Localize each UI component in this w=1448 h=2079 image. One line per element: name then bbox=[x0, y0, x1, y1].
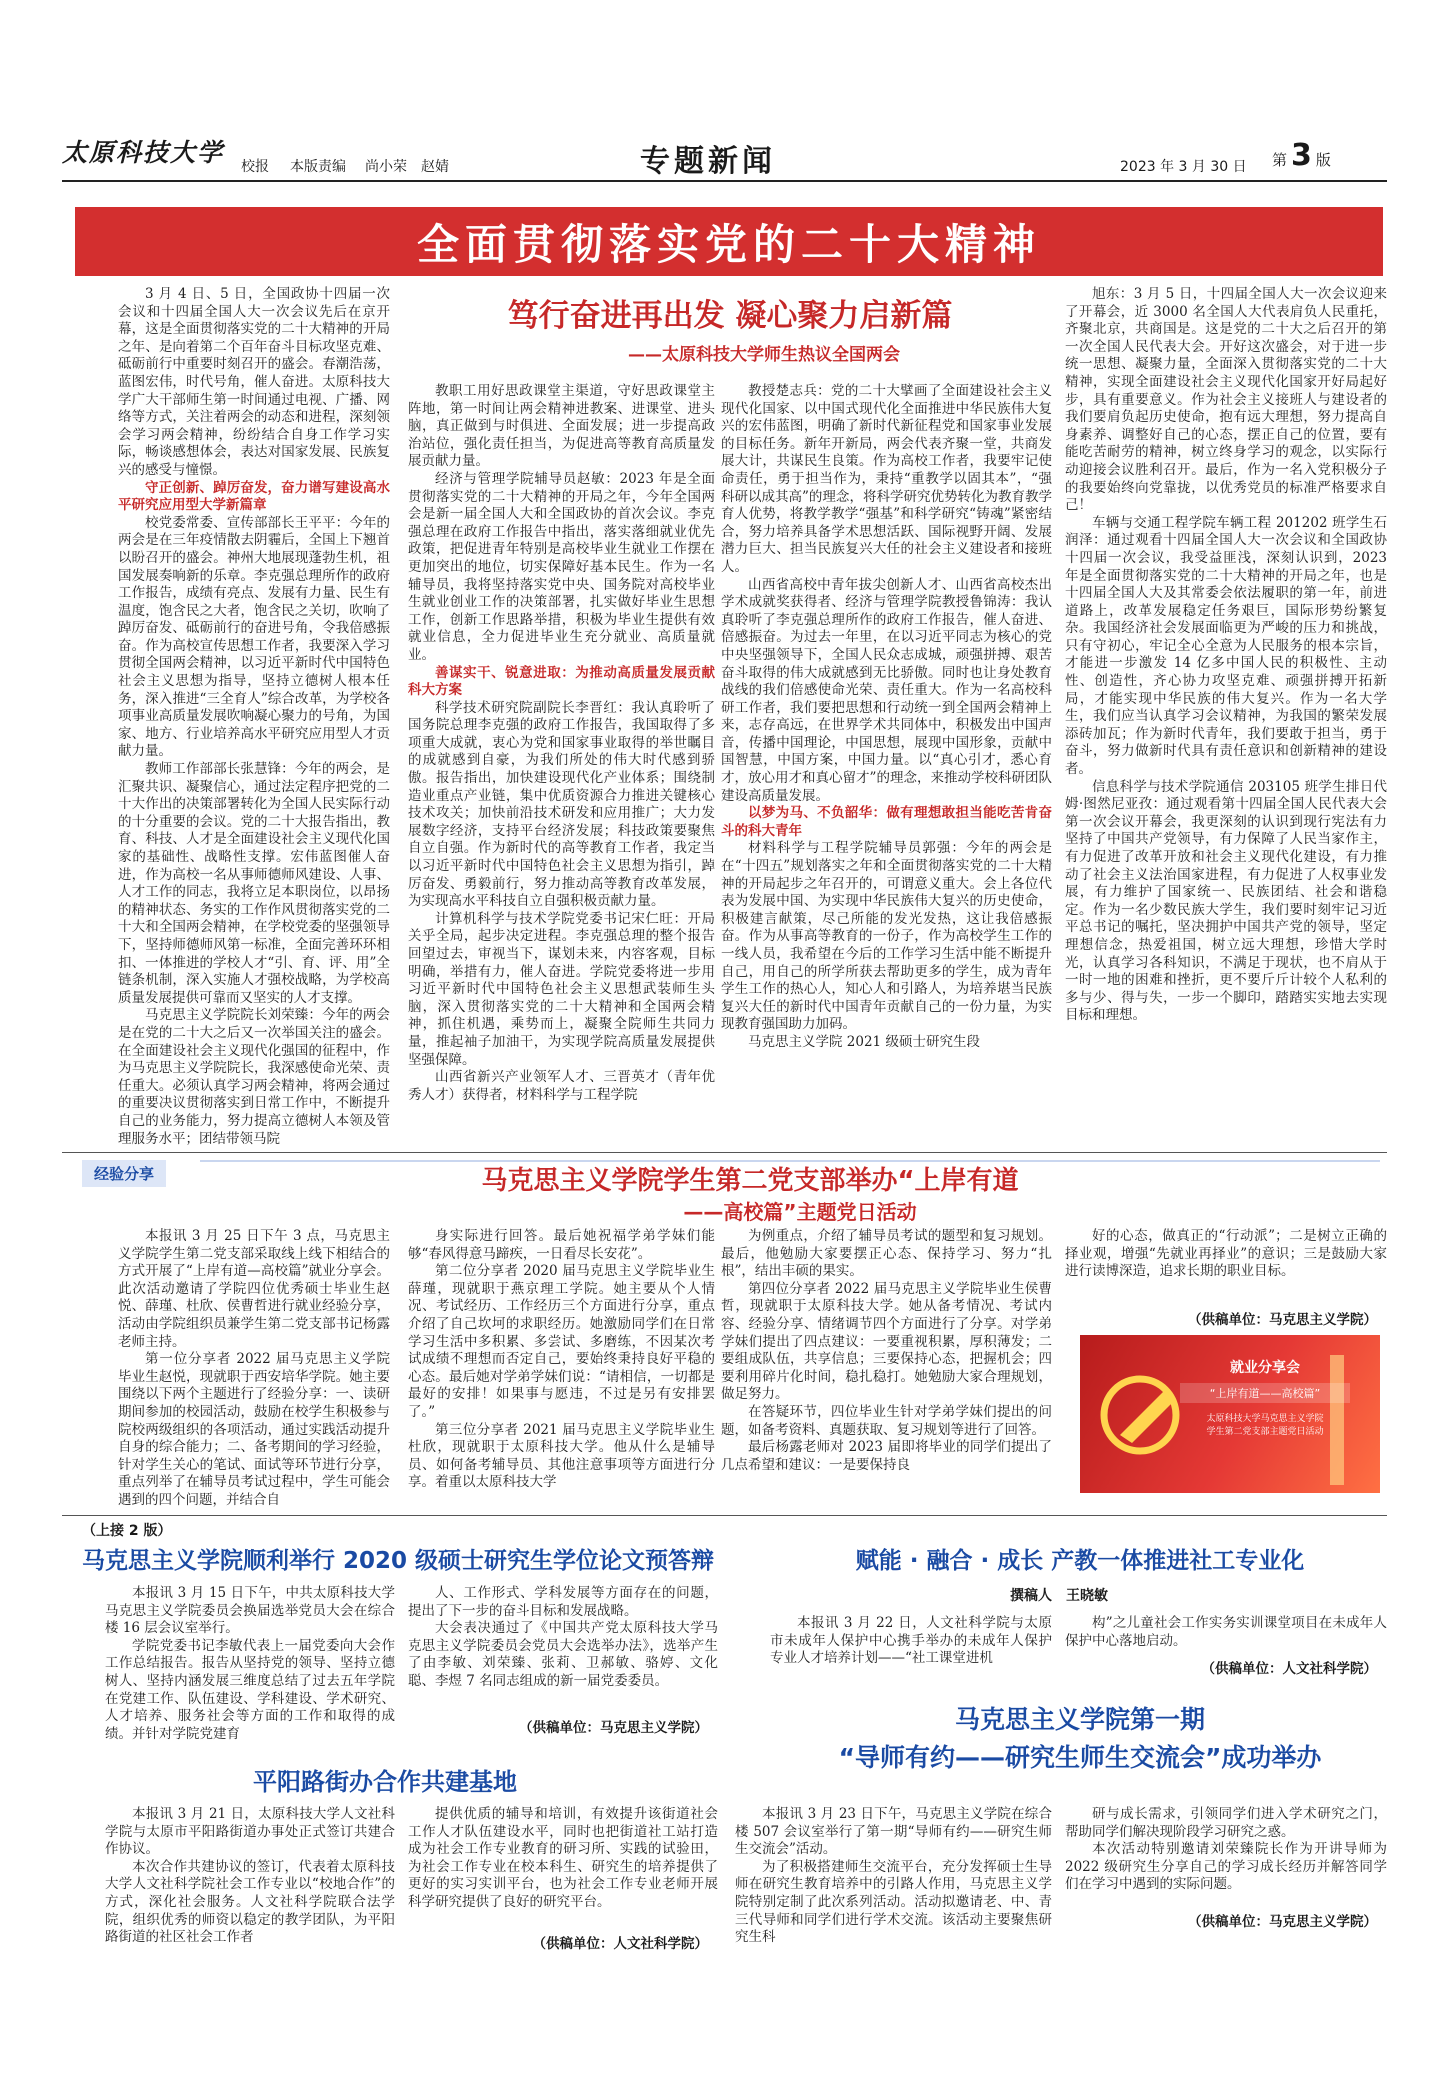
editor-label: 本版责编 bbox=[290, 159, 346, 175]
experience-tag: 经验分享 bbox=[82, 1160, 166, 1187]
lead-paragraph: 车辆与交通工程学院车辆工程 201202 班学生石润泽：通过观看十四届全国人大一次会议和全国政协十四届一次会议，我受益匪浅，深刻认识到，2023 年是全面贯彻落实党的二十大精神的开局之年，也是十四届全国人大及其常委会依法履职的第一年，前进道路上，改革发展稳定任务艰巨，国际形势纷繁复杂。我国经济社会发展面临更为严峻的压力和挑战，只有守初心，牢记全心全意为人民服务的根本宗旨，才能进一步激发 14 亿多中国人民的积极性、主动性、创造性，齐心协力攻坚克难、顽强拼搏开拓新局，才能实现中华民族的伟大复兴。作为一名大学生，我们应当认真学习会议精神，为我国的繁荣发展添砖加瓦；作为新时代青年，我们要敢于担当，勇于奋斗，努力做新时代具有责任意识和创新精神的建设者。 bbox=[1065, 514, 1387, 778]
story3-title: 马克思主义学院顺利举行 2020 级硕士研究生学位论文预答辩 bbox=[82, 1548, 715, 1574]
story5-paragraph: 提供优质的辅导和培训，有效提升该街道社会工作人才队伍建设水平，同时也把街道社工站打造成为社会工作专业教育的研习所、实践的试验田，为社会工作专业在校本科生、研究生的培养提供了更好的实习实训平台，也为社会工作专业老师开展科学研究提供了良好的研究平台。 bbox=[408, 1806, 718, 1910]
story2-paragraph: 身实际进行回答。最后她祝福学弟学妹们能够“春风得意马蹄疾，一日看尽长安花”。 bbox=[408, 1228, 715, 1262]
story2-column-4 bbox=[1065, 1228, 1387, 1300]
lead-paragraph: 科学技术研究院副院长李晋红：我认真聆听了国务院总理李克强的政府工作报告，我国取得了多项重大成就，衷心为党和国家事业取得的举世瞩目的成就感到自豪，为我们所处的伟大时代感到骄傲。报告指出，加快建设现代化产业体系；围绕制造业重点产业链，集中优质资源合力推进关键核心技术攻关；加快前沿技术研发和应用推广；大力发展数字经济，支持平台经济发展；科技政策要聚焦自立自强。作为新时代的高等教育工作者，我定当以习近平新时代中国特色社会主义思想为指引，踔厉奋发、勇毅前行，努力推动高等教育改革发展，为实现高水平科技自立自强积极贡献力量。 bbox=[408, 699, 715, 910]
lead-paragraph: 计算机科学与技术学院党委书记宋仁旺：开局关乎全局，起步决定进程。李克强总理的整个报告回望过去，审视当下，谋划未来，内容客观，目标明确，举措有力，催人奋进。学院党委将进一步用习近平新时代中国特色社会主义思想武装师生头脑，深入贯彻落实党的二十大精神和全国两会精神，抓住机遇，乘势而上，凝聚全院师生共同力量，推起袖子加油干，为实现学院高质量发展提供坚强保障。 bbox=[408, 910, 715, 1068]
lead-paragraph: 经济与管理学院辅导员赵敏：2023 年是全面贯彻落实党的二十大精神的开局之年，今年全国两会是新一届全国人大和全国政协的首次会议。李克强总理在政府工作报告中指出，落实落细就业优先政策，把促进青年特别是高校毕业生就业工作摆在更加突出的地位，切实保障好基本民生。作为一名辅导员，我将坚持落实党中央、国务院对高校毕业生就业创业工作的决策部署，扎实做好毕业生思想工作，创新工作思路举措，积极为毕业生提供有效就业信息，全力促进毕业生充分就业、高质量就业。 bbox=[408, 470, 715, 663]
story4-paragraph: 构”之儿童社会工作实务实训课堂项目在未成年人保护中心落地启动。 bbox=[1065, 1615, 1387, 1649]
page-post: 版 bbox=[1315, 151, 1331, 169]
story2-column-2 bbox=[408, 1228, 715, 1496]
story2-paragraph: 第一位分享者 2022 届马克思主义学院毕业生赵悦，现就职于西安培华学院。她主要围绕以下两个主题进行了经验分享：一、读研期间参加的校园活动，鼓励在校学生积极参与院校两级组织的各项活动，通过实践活动提升自身的综合能力；二、备考期间的学习经验，针对学生关心的笔试、面试等环节进行分享，重点列举了在辅导员考试过程中，学生可能会遇到的四个问题，并结合自 bbox=[118, 1351, 390, 1508]
header-rule bbox=[62, 180, 1387, 182]
story2-title: 马克思主义学院学生第二党支部举办“上岸有道 bbox=[481, 1166, 1019, 1196]
lead-column-2 bbox=[408, 383, 715, 1148]
story2-paragraph: 最后杨露老师对 2023 届即将毕业的同学们提出了几点希望和建议：一是要保持良 bbox=[721, 1439, 1052, 1473]
section-title: 专题新闻 bbox=[640, 144, 776, 179]
lead-paragraph: 信息科学与技术学院通信 203105 班学生排日代姆·图然尼亚孜：通过观看第十四届全国人民代表大会第一次会议开幕会，我更深刻的认识到现行宪法有力坚持了中国共产党领导，有力保障了人民当家作主，有力促进了改革开放和社会主义现代化建设，有力推动了社会主义法治国家进程，有力促进了人权事业发展，有力维护了国家统一、民族团结、社会和谐稳定。作为一名少数民族大学生，我们要时刻牢记习近平总书记的嘱托，坚决拥护中国共产党的领导，坚定理想信念，热爱祖国，树立远大理想，珍惜大学时光，认真学习各科知识，不满足于现状，也不肩从于一时一地的困难和挫折，更不要斤斤计较个人私利的多与少、得与失，一步一个脚印，踏踏实实地去实现目标和理想。 bbox=[1065, 778, 1387, 1024]
story6-column-2 bbox=[1065, 1806, 1387, 1906]
story3-paragraph: 大会表决通过了《中国共产党太原科技大学马克思主义学院委员会党员大会选举办法》，选举产生了由李敏、刘荣臻、张莉、卫郝敏、骆婷、文化聪、李煜 7 名同志组成的新一届党委委员。 bbox=[408, 1620, 718, 1689]
story2-column-1 bbox=[118, 1228, 390, 1508]
lead-subhead-2: 善谋实干、锐意进取：为推动高质量发展贡献科大方案 bbox=[408, 664, 715, 699]
story5-column-1 bbox=[105, 1806, 395, 1976]
lead-paragraph: 马克思主义学院院长刘荣臻：今年的两会是在党的二十大之后又一次举国关注的盛会。在全面建设社会主义现代化强国的征程中，作为马克思主义学院院长，我深感使命光荣、责任重大。必须认真学习两会精神，将两会通过的重要决议贯彻落实到日常工作中，不断提升自己的业务能力，努力提高立德树人本领及管理服务水平；团结带领马院 bbox=[118, 1007, 390, 1147]
lead-subhead-1: 守正创新、踔厉奋发，奋力谱写建设高水平研究应用型大学新篇章 bbox=[118, 479, 390, 514]
story2-column-3 bbox=[721, 1228, 1052, 1496]
story4-column-2 bbox=[1065, 1615, 1387, 1655]
event-poster-image bbox=[1080, 1335, 1380, 1493]
story2-paragraph: 为例重点，介绍了辅导员考试的题型和复习规划。最后，他勉励大家要摆正心态、保持学习、努力“扎根”，结出丰硕的果实。 bbox=[721, 1228, 1052, 1280]
lead-paragraph: 马克思主义学院 2021 级硕士研究生段 bbox=[748, 1033, 980, 1050]
story4-column-1 bbox=[770, 1615, 1052, 1687]
story2-paragraph: 第三位分享者 2021 届马克思主义学院毕业生杜欣，现就职于太原科技大学。他从什么是辅导员、如何备考辅导员、其他注意事项等方面进行分享。着重以太原科技大学 bbox=[408, 1421, 715, 1491]
story2-subtitle: ——高校篇”主题党日活动 bbox=[683, 1200, 917, 1224]
story3-paragraph: 学院党委书记李敏代表上一届党委向大会作工作总结报告。报告从坚持党的领导、坚持立德树人、坚持内涵发展三维度总结了过去五年学院在党建工作、队伍建设、学科建设、学术研究、人才培养、服务社会等方面的工作和取得的成绩。并针对学院党建育 bbox=[105, 1637, 395, 1742]
story4-paragraph: 本报讯 3 月 22 日，人文社科学院与太原市未成年人保护中心携手举办的未成年人保护专业人才培养计划——“社工课堂进机 bbox=[770, 1615, 1052, 1667]
masthead-logo: 太原科技大学 bbox=[62, 138, 225, 167]
continued-note: （上接 2 版） bbox=[82, 1523, 172, 1539]
lead-paragraph: 山西省新兴产业领军人才、三晋英才（青年优秀人才）获得者，材料科学与工程学院 bbox=[408, 1069, 715, 1103]
story3-credit: （供稿单位：马克思主义学院） bbox=[519, 1720, 708, 1736]
story4-credit: （供稿单位：人文社科学院） bbox=[1201, 1661, 1377, 1677]
topic-banner bbox=[75, 207, 1383, 276]
story2-paragraph: 第二位分享者 2020 届马克思主义学院毕业生薛瑾，现就职于燕京理工学院。她主要从个人情况、考试经历、工作经历三个方面进行分享，重点介绍了自己坎坷的求职经历。她激励同学们在日常学习生活中多积累、多尝试、多磨练，不因某次考试成绩不理想而否定自己，要始终秉持良好平稳的心态。最后她对学弟学妹们说：“请相信，一切都是最好的安排！如果事与愿违，不过是另有安排罢了。” bbox=[408, 1263, 715, 1420]
page-pre: 第 bbox=[1272, 151, 1288, 169]
lead-paragraph: 材料科学与工程学院辅导员郭强：今年的两会是在“十四五”规划落实之年和全面贯彻落实党的二十大精神的开局起步之年召开的，可谓意义重大。会上各位代表为发展中国、为实现中华民族伟大复兴的历史使命，积极建言献策，尽己所能的发光发热，这让我倍感振奋。作为从事高等教育的一份子，作为高校学生工作的一线人员，我希望在今后的工作学习生活中能不断提升自己，用自己的所学所获去帮助更多的学生，成为青年学生工作的热心人，知心人和引路人，为培养堪当民族复兴大任的新时代中国青年贡献自己的一份力量，为实现教育强国助力加码。 bbox=[721, 840, 1052, 1033]
story2-paragraph: 第四位分享者 2022 届马克思主义学院毕业生侯曹哲，现就职于太原科技大学。她从备考情况、考试内容、经验分享、情绪调节四个方面进行了分享。对学弟学妹们提出了四点建议：一要重视积累，厚积薄发；二要组成队伍，共享信息；三要保持心态，把握机会；四要利用碎片化时间，稳扎稳打。她勉励大家合理规划，做足努力。 bbox=[721, 1280, 1052, 1403]
edition-label: 校报 bbox=[241, 159, 269, 175]
story3-paragraph: 人、工作形式、学科发展等方面存在的问题，提出了下一步的奋斗目标和发展战略。 bbox=[408, 1585, 718, 1619]
story5-credit: （供稿单位：人文社科学院） bbox=[532, 1936, 708, 1952]
lead-paragraph: 山西省高校中青年拔尖创新人才、山西省高校杰出学术成就奖获得者、经济与管理学院教授鲁锦涛：我认真聆听了李克强总理所作的政府工作报告，催人奋进、倍感振奋。为过去一年里，在以习近平同志为核心的党中央坚强领导下，全国人民众志成城，顽强拼搏、艰苦奋斗取得的伟大成就感到无比骄傲。同时也让身处教育战线的我们倍感使命光荣、责任重大。作为一名高校科研工作者，我们要把思想和行动统一到全国两会精神上来，志存高远，在世界学术共同体中，积极发出中国声音，传播中国理论，中国思想，展现中国形象，贡献中国智慧，中国方案，中国力量。以“真心引才，悉心育才，放心用才和真心留才”的理念，来推动学校科研团队建设高质量发展。 bbox=[721, 576, 1052, 804]
story3-column-2 bbox=[408, 1585, 718, 1703]
lead-subtitle: ——太原科技大学师生热议全国两会 bbox=[628, 345, 900, 365]
story2-paragraph: 在答疑环节，四位毕业生针对学弟学妹们提出的问题，如备考资料、真题获取、复习规划等进行了回答。 bbox=[721, 1403, 1052, 1438]
story6-paragraph: 本报讯 3 月 23 日下午，马克思主义学院在综合楼 507 会议室举行了第一期“导师有约——研究生师生交流会”活动。 bbox=[735, 1806, 1052, 1858]
banner-title: 全面贯彻落实党的二十大精神 bbox=[416, 219, 1041, 269]
story2-paragraph: 好的心态，做真正的“行动派”；二是树立正确的择业观，增强“先就业再择业”的意识；三是鼓励大家进行读博深造，追求长期的职业目标。 bbox=[1065, 1228, 1387, 1280]
lead-intro: 3 月 4 日、5 日，全国政协十四届一次会议和十四届全国人大一次会议先后在京开幕，这是全面贯彻落实党的二十大精神的开局之年、是向着第二个百年奋斗目标攻坚克难、砥砺前行中重要时刻召开的盛会。春潮浩荡，蓝图宏伟，时代号角，催人奋进。太原科技大学广大干部师生第一时间通过电视、广播、网络等方式，关注着两会的动态和进程，深刻领会学习两会精神，纷纷结合自身工作学习实际，畅谈感想体会，表达对国家发展、民族复兴的感受与憧憬。 bbox=[118, 286, 390, 478]
story5-paragraph: 本次合作共建协议的签订，代表着太原科技大学人文社科学院社会工作专业以“校地合作”的方式，深化社会服务。人文社科学院联合法学院，组织优秀的师资以稳定的教学团队，为平阳路街道的社区社会工作者 bbox=[105, 1858, 395, 1946]
lead-paragraph: 教师工作部部长张慧锋：今年的两会，是汇聚共识、凝聚信心，通过法定程序把党的二十大作出的决策部署转化为全国人民实际行动的十分重要的会议。党的二十大报告指出，教育、科技、人才是全面建设社会主义现代化国家的基础性、战略性支撑。宏伟蓝图催人奋进，作为高校一名从事师德师风建设、人事、人才工作的同志，我将立足本职岗位，以昂扬的精神状态、务实的工作作风贯彻落实党的二十大和全国两会精神，在学校党委的坚强领导下，坚持师德师风第一标准，全面完善环环相扣、一体推进的学校人才“引、育、评、用”全链条机制，深入实施人才强校战略，为学校高质量发展提供可靠而又坚实的人才支撑。 bbox=[118, 761, 390, 1006]
poster-line-4: 学生第二党支部主题党日活动 bbox=[1206, 1427, 1324, 1437]
lead-paragraph: 教授楚志兵：党的二十大擘画了全面建设社会主义现代化国家、以中国式现代化全面推进中华民族伟大复兴的宏伟蓝图，明确了新时代新征程党和国家事业发展的目标任务。新年开新局，两会代表齐聚一堂，共商发展大计，共谋民生良策。作为高校工作者，我要牢记使命责任，勇于担当作为，秉持“重教学以固其本”，“强科研以成其高”的理念，将科学研究优势转化为教育教学育人优势，将教学教学“强基”和科学研究“铸魂”紧密结合，努力培养具备学术思想活跃、国际视野开阔、发展潜力巨大、担当民族复兴大任的社会主义建设者和接班人。 bbox=[721, 383, 1052, 575]
page-num: 3 bbox=[1291, 138, 1312, 173]
poster-line-1: 就业分享会 bbox=[1230, 1360, 1300, 1376]
story5-paragraph: 本报讯 3 月 21 日，太原科技大学人文社科学院与太原市平阳路街道办事处正式签订共建合作协议。 bbox=[105, 1806, 395, 1858]
poster-line-2: “上岸有道——高校篇” bbox=[1180, 1383, 1350, 1403]
lead-paragraph: 教职工用好思政课堂主渠道，守好思政课堂主阵地，第一时间让两会精神进教案、进课堂、进头脑，真正做到与时俱进、全面发展；进一步提高政治站位，强化责任担当，为促进高等教育高质量发展贡献力量。 bbox=[408, 383, 715, 470]
story3-paragraph: 本报讯 3 月 15 日下午，中共太原科技大学马克思主义学院委员会换届选举党员大会在综合楼 16 层会议室举行。 bbox=[105, 1585, 395, 1637]
story5-title: 平阳路街办合作共建基地 bbox=[253, 1768, 517, 1796]
story2-credit: （供稿单位：马克思主义学院） bbox=[1188, 1312, 1377, 1328]
story4-title: 赋能 · 融合 · 成长 产教一体推进社工专业化 bbox=[855, 1548, 1305, 1574]
editor-names: 尚小荣 赵婧 bbox=[365, 159, 449, 175]
story6-credit: （供稿单位：马克思主义学院） bbox=[1188, 1914, 1377, 1930]
lead-column-1 bbox=[118, 286, 390, 1146]
lead-paragraph: 旭东：3 月 5 日，十四届全国人大一次会议迎来了开幕会，近 3000 名全国人大代表肩负人民重托，齐聚北京，共商国是。这是党的二十大之后召开的第一次全国人民代表大会。开好这次盛会，对于进一步统一思想、凝聚力量，全面深入贯彻落实党的二十大精神，实现全面建设社会主义现代化国家开好局起好步，具有重要意义。作为社会主义接班人与建设者的我们要肩负起历史使命，抱有远大理想，努力提高自身素养、调整好自己的心态，摆正自己的位置，要有能吃苦耐劳的精神，树立终身学习的观念，以实际行动迎接会议胜利召开。最后，作为一名入党积极分子的我要始终向党靠拢，以优秀党员的标准严格要求自己！ bbox=[1065, 286, 1387, 514]
story6-paragraph: 为了积极搭建师生交流平台，充分发挥硕士生导师在研究生教育培养中的引路人作用，马克思主义学院特别定制了此次系列活动。活动拟邀请老、中、青三代导师和同学们进行学术交流。该活动主要聚焦研究生科 bbox=[735, 1858, 1052, 1946]
story6-title-line-1: 马克思主义学院第一期 bbox=[954, 1705, 1205, 1734]
story6-column-1 bbox=[735, 1806, 1052, 1976]
lead-subhead-3: 以梦为马、不负韶华：做有理想敢担当能吃苦肯奋斗的科大青年 bbox=[721, 805, 1052, 839]
lead-column-4 bbox=[1065, 286, 1387, 1148]
poster-line-3: 太原科技大学马克思主义学院 bbox=[1206, 1414, 1324, 1424]
story5-column-2 bbox=[408, 1806, 718, 1926]
lead-title: 笃行奋进再出发 凝心聚力启新篇 bbox=[507, 298, 953, 334]
story6-title-line-2: “导师有约——研究生师生交流会”成功举办 bbox=[838, 1743, 1322, 1772]
lead-column-3 bbox=[721, 383, 1052, 1148]
page-number bbox=[1272, 138, 1331, 173]
section-divider bbox=[62, 1152, 1387, 1153]
issue-date: 2023 年 3 月 30 日 bbox=[1120, 159, 1247, 175]
section-divider bbox=[62, 1515, 1387, 1516]
lead-paragraph: 校党委常委、宣传部部长王平平：今年的两会是在三年疫情散去阴霾后，全国上下翘首以盼召开的盛会。神州大地展现蓬勃生机，祖国发展奏响新的乐章。李克强总理所作的政府工作报告，成绩有亮点、发展有力量、民生有温度，饱含民之大者，饱含民之关切，吹响了踔厉奋发、砥砺前行的奋进号角，令我倍感振奋。作为高校宣传思想工作者，我要深入学习贯彻全国两会精神，以习近平新时代中国特色社会主义思想为指导，坚持立德树人根本任务，深入推进“三全育人”综合改革，为学校各项事业高质量发展吹响凝心聚力的号角，为国家、地方、行业培养高水平研究应用型人才贡献力量。 bbox=[118, 514, 390, 760]
story3-column-1 bbox=[105, 1585, 395, 1755]
story2-paragraph: 本报讯 3 月 25 日下午 3 点，马克思主义学院学生第二党支部采取线上线下相结合的方式开展了“上岸有道—高校篇”就业分享会。此次活动邀请了学院四位优秀硕士毕业生赵悦、薛瑾、杜欣、侯曹哲进行就业经验分享，活动由学院组织员兼学生第二党支部书记杨露老师主持。 bbox=[118, 1228, 390, 1350]
story6-paragraph: 本次活动特别邀请刘荣臻院长作为开讲导师为 2022 级研究生分享自己的学习成长经历并解答同学们在学习中遇到的实际问题。 bbox=[1065, 1841, 1387, 1893]
story4-author: 撰稿人 王晓敏 bbox=[1010, 1588, 1108, 1604]
story6-paragraph: 研与成长需求，引领同学们进入学术研究之门，帮助同学们解决现阶段学习研究之惑。 bbox=[1065, 1806, 1387, 1840]
